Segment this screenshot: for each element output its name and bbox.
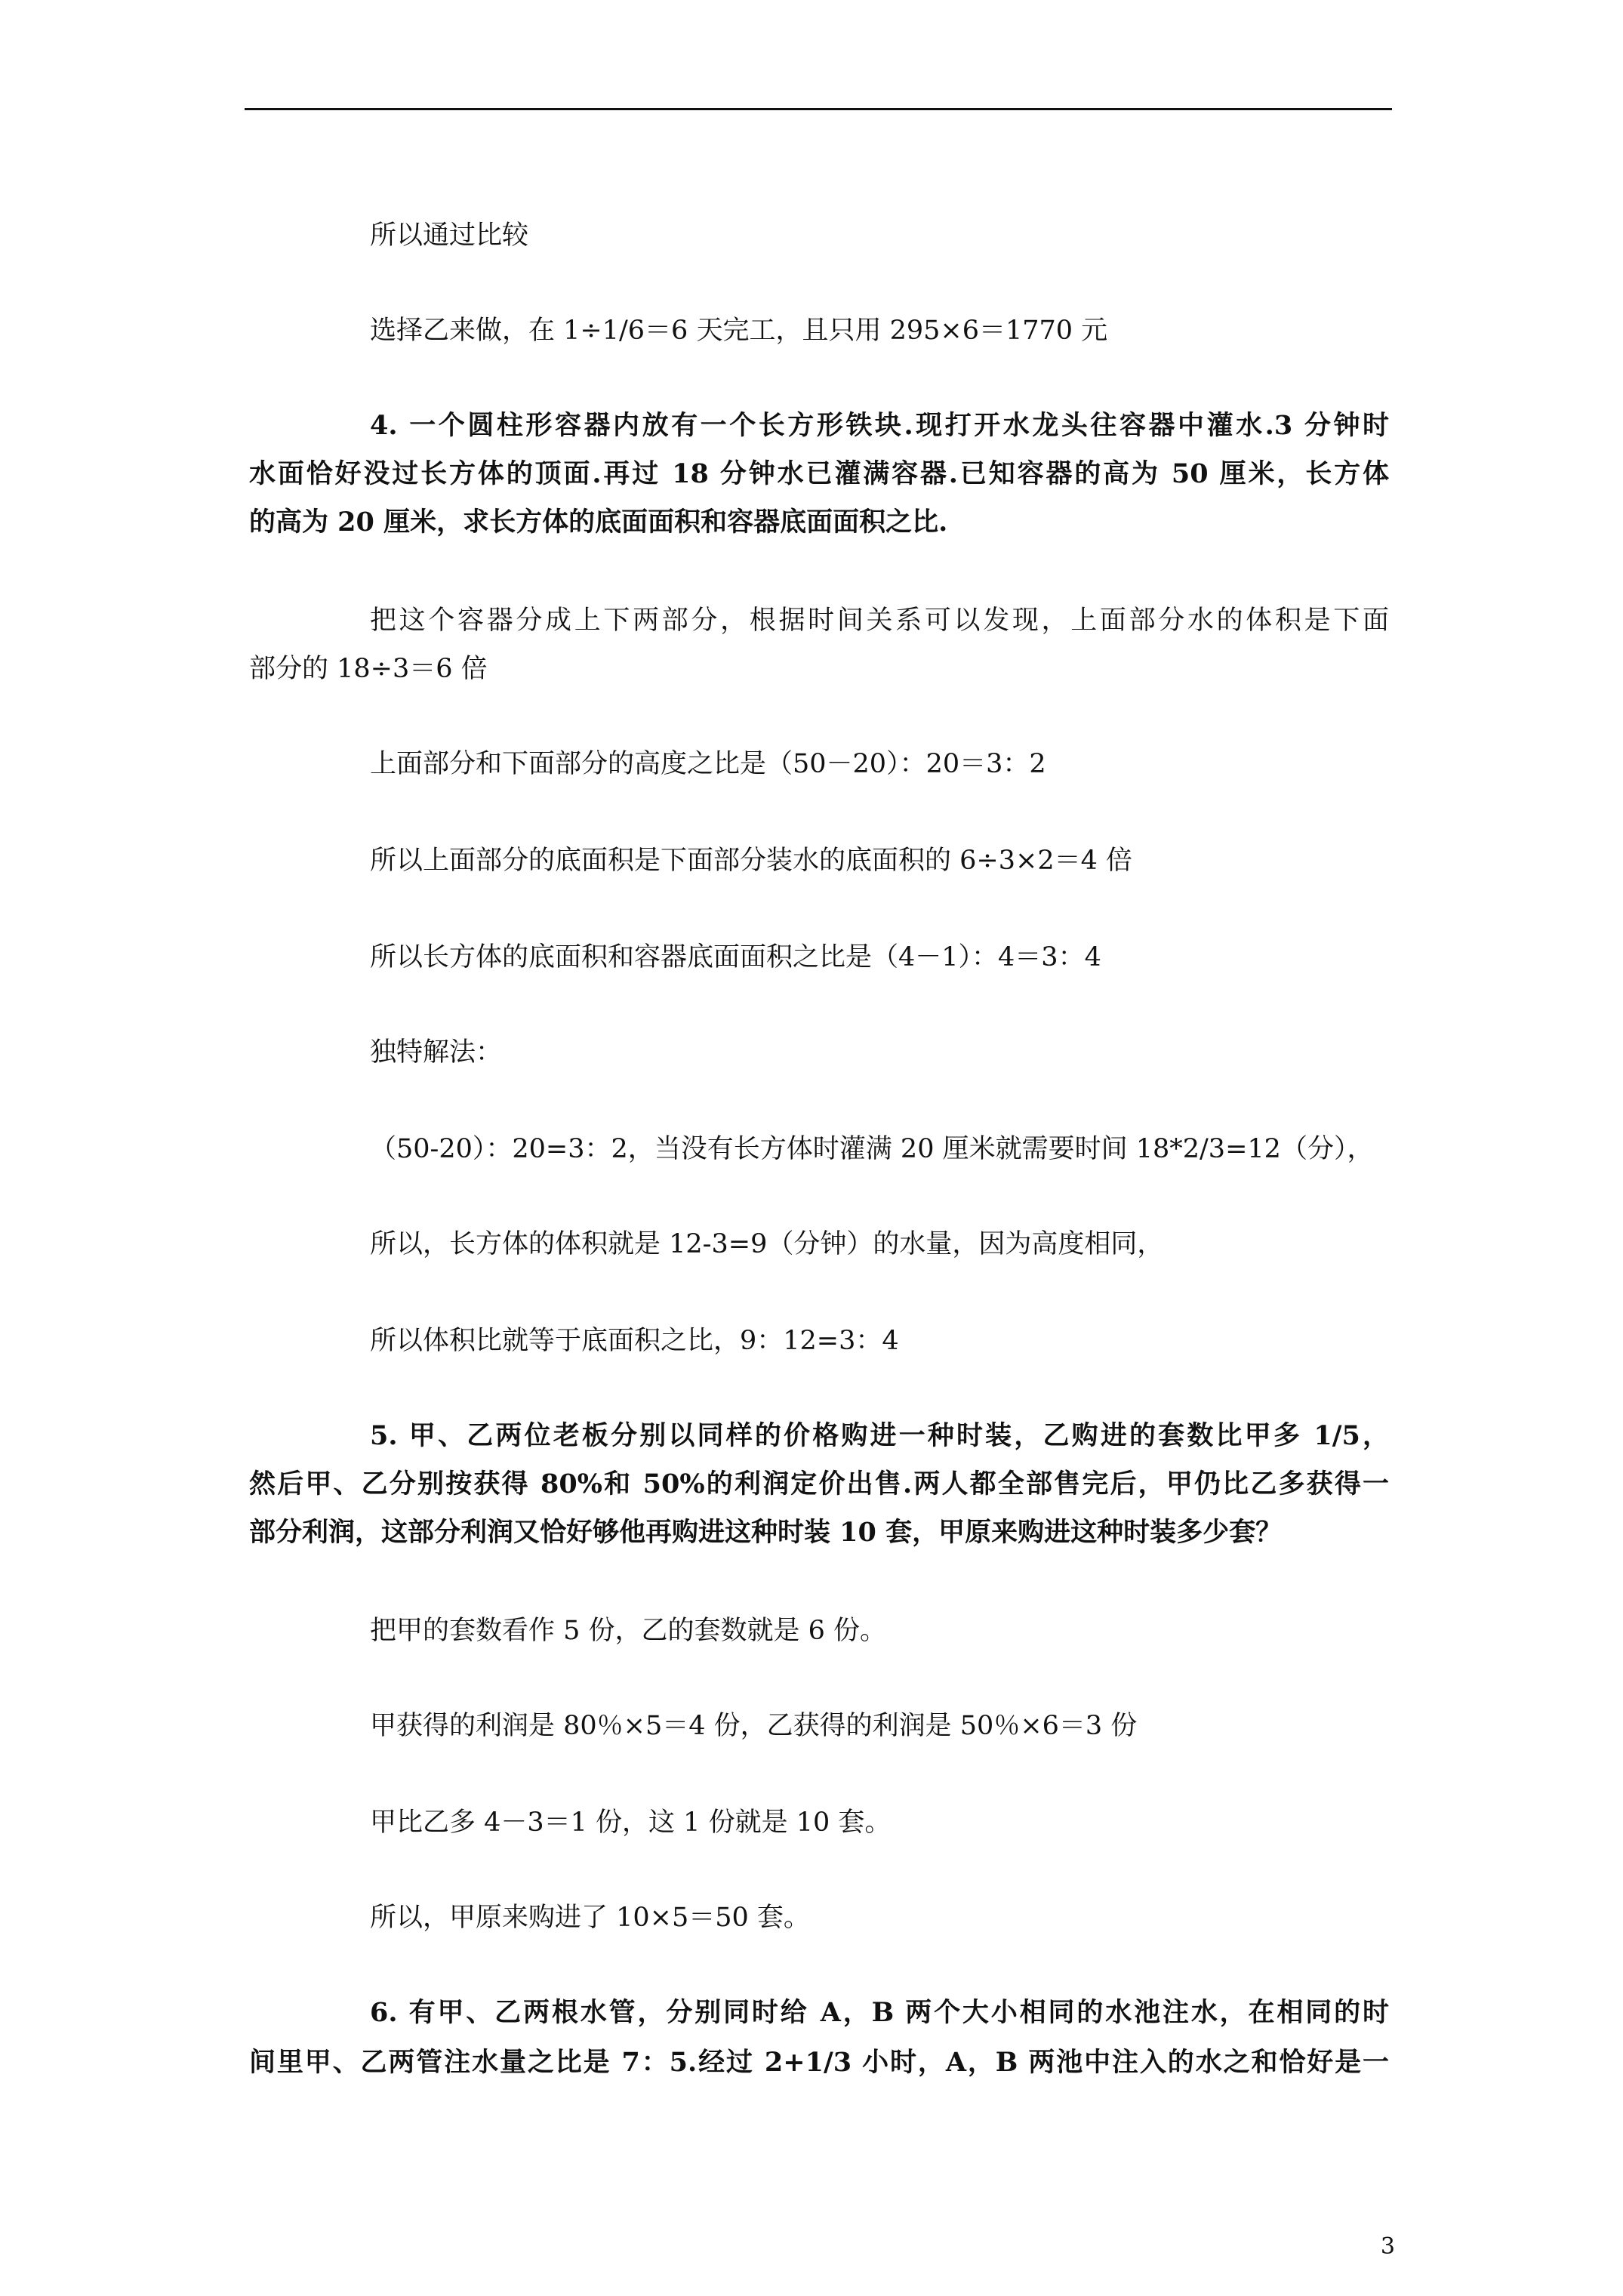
text-line: 所以体积比就等于底面积之比，9：12=3：4	[370, 1326, 899, 1356]
text-line: 独特解法：	[370, 1037, 503, 1068]
text-line: 甲比乙多 4－3＝1 份，这 1 份就是 10 套。	[370, 1808, 892, 1838]
text-line: 所以通过比较	[370, 220, 529, 251]
text-line: 所以上面部分的底面积是下面部分装水的底面积的 6÷3×2＝4 倍	[370, 846, 1132, 876]
text-line: 所以，长方体的体积就是 12-3=9（分钟）的水量，因为高度相同，	[370, 1229, 1164, 1259]
question-4-line: 4. 一个圆柱形容器内放有一个长方形铁块.现打开水龙头往容器中灌水.3 分钟时	[370, 410, 1389, 441]
text-line: 所以，甲原来购进了 10×5＝50 套。	[370, 1903, 810, 1933]
text-line: 选择乙来做，在 1÷1/6＝6 天完工，且只用 295×6＝1770 元	[370, 316, 1108, 346]
question-5-line: 5. 甲、乙两位老板分别以同样的价格购进一种时装，乙购进的套数比甲多 1/5，	[370, 1420, 1389, 1451]
page-number: 3	[1380, 2233, 1395, 2260]
text-line: 所以长方体的底面积和容器底面面积之比是（4－1）：4＝3：4	[370, 942, 1101, 972]
question-6-line: 间里甲、乙两管注水量之比是 7：5.经过 2+1/3 小时，A，B 两池中注入的水之和恰好是一	[249, 2047, 1389, 2078]
question-4-line: 的高为 20 厘米，求长方体的底面面积和容器底面面积之比.	[249, 507, 948, 538]
question-4-line: 水面恰好没过长方体的顶面.再过 18 分钟水已灌满容器.已知容器的高为 50 厘米，长方体	[249, 458, 1389, 489]
question-5-line: 部分利润，这部分利润又恰好够他再购进这种时装 10 套，甲原来购进这种时装多少套？	[249, 1517, 1283, 1548]
text-line: 部分的 18÷3＝6 倍	[249, 654, 488, 684]
text-line: （50-20）：20=3：2，当没有长方体时灌满 20 厘米就需要时间 18*2/3=12（分），	[370, 1134, 1374, 1164]
question-6-line: 6. 有甲、乙两根水管，分别同时给 A，B 两个大小相同的水池注水，在相同的时	[370, 1997, 1389, 2028]
text-line: 把这个容器分成上下两部分，根据时间关系可以发现，上面部分水的体积是下面	[370, 606, 1389, 636]
question-5-line: 然后甲、乙分别按获得 80%和 50%的利润定价出售.两人都全部售完后，甲仍比乙多获得一	[249, 1469, 1389, 1499]
text-line: 甲获得的利润是 80％×5＝4 份，乙获得的利润是 50％×6＝3 份	[370, 1711, 1138, 1741]
text-line: 把甲的套数看作 5 份，乙的套数就是 6 份。	[370, 1616, 887, 1646]
text-line: 上面部分和下面部分的高度之比是（50－20）：20＝3：2	[370, 749, 1046, 779]
header-rule	[245, 108, 1392, 110]
